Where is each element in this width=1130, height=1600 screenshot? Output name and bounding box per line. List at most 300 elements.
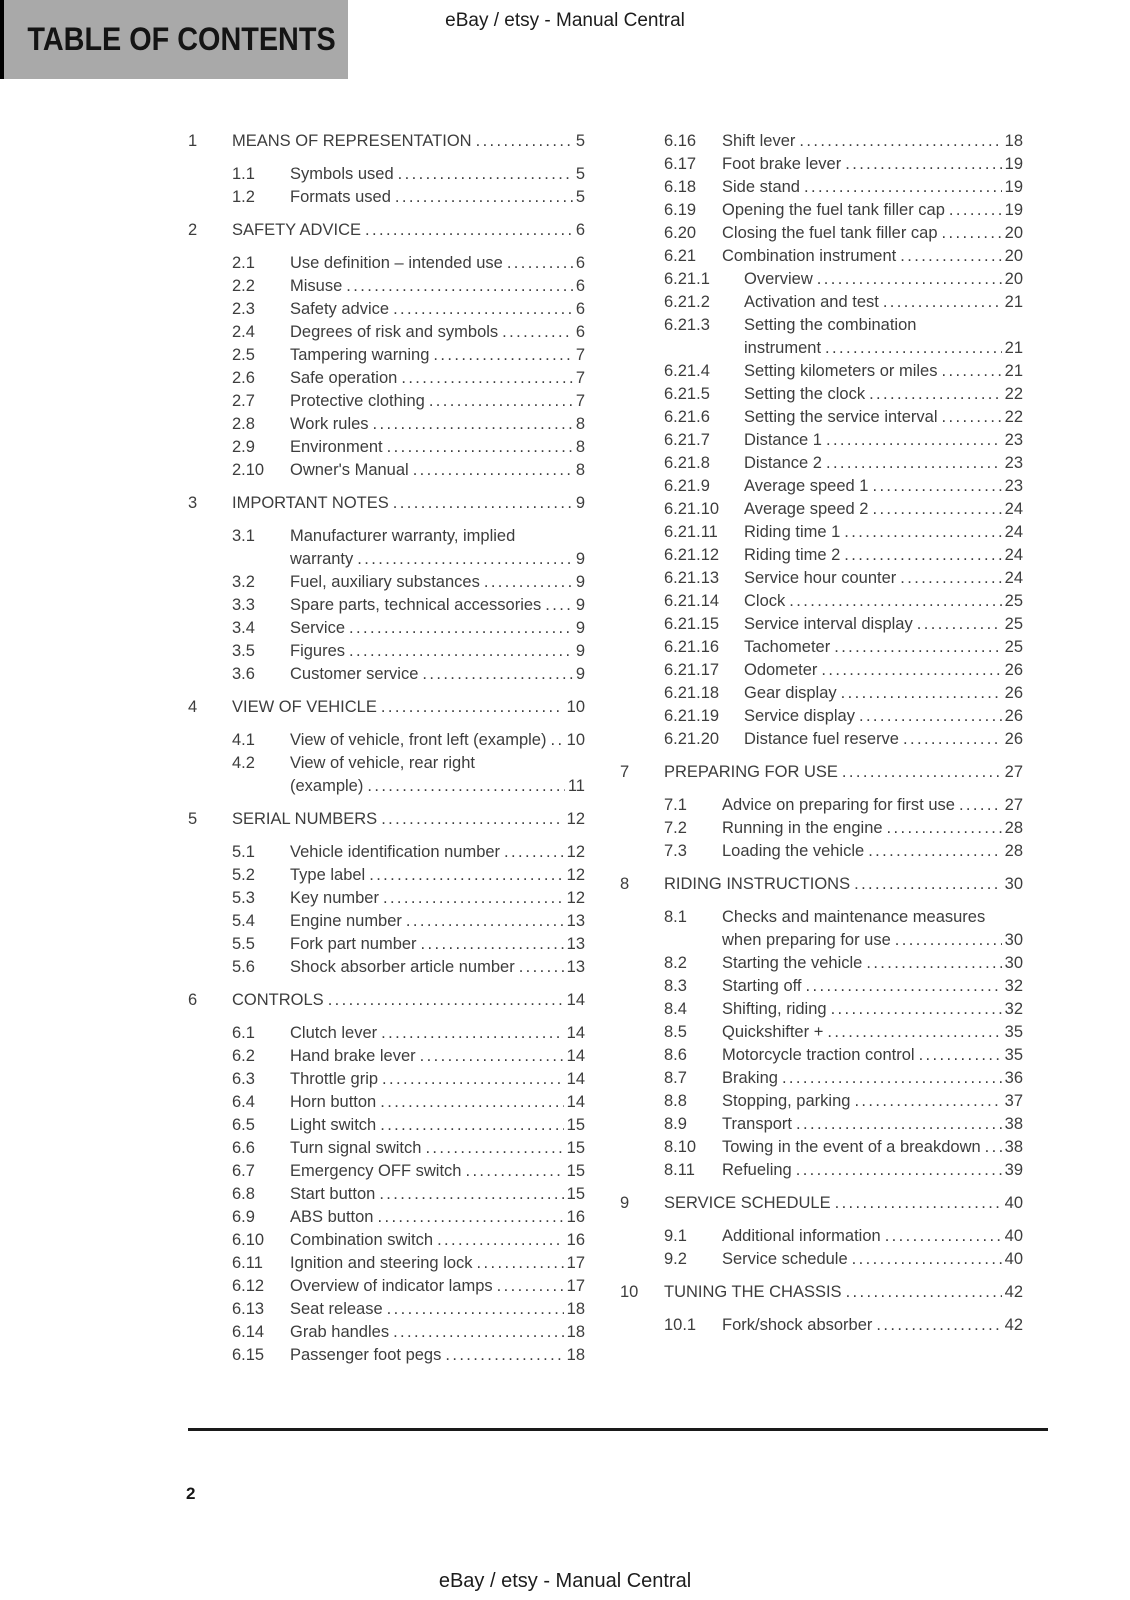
entry-body <box>722 1044 1023 1067</box>
entry-line <box>664 873 1023 896</box>
entry-title: Shift lever <box>722 132 796 150</box>
entry-number: 2.2 <box>232 277 255 295</box>
entry-line <box>744 452 1023 475</box>
entry-page: 21 <box>1004 362 1023 380</box>
toc-entry <box>620 130 1023 153</box>
toc-entry <box>620 952 1023 975</box>
entry-body <box>290 594 585 617</box>
entry-number: 2 <box>188 221 198 239</box>
entry-page: 6 <box>575 221 585 239</box>
entry-number: 5.4 <box>232 912 255 930</box>
entry-title: ABS button <box>290 1208 374 1226</box>
entry-number: 10.1 <box>664 1316 697 1334</box>
entry-number: 6.21.9 <box>664 477 710 495</box>
entry-body <box>744 406 1023 429</box>
toc-entry <box>188 1206 585 1229</box>
entry-body <box>664 761 1023 784</box>
entry-page: 22 <box>1004 408 1023 426</box>
entry-line <box>290 1183 585 1206</box>
entry-number: 6.3 <box>232 1070 255 1088</box>
entry-page: 38 <box>1004 1138 1023 1156</box>
entry-body <box>290 1160 585 1183</box>
entry-body <box>744 314 1023 360</box>
entry-title: Service hour counter <box>744 569 897 587</box>
dot-leader <box>796 1159 1002 1182</box>
dot-leader <box>854 873 1002 896</box>
entry-line <box>290 933 585 956</box>
entry-body <box>232 219 585 242</box>
entry-title: Customer service <box>290 665 419 683</box>
entry-number: 6.21.6 <box>664 408 710 426</box>
entry-body <box>664 1281 1023 1304</box>
toc-entry <box>188 525 585 571</box>
entry-title: Distance 2 <box>744 454 822 472</box>
entry-page: 26 <box>1004 684 1023 702</box>
entry-body <box>290 1206 585 1229</box>
entry-page: 15 <box>566 1185 585 1203</box>
entry-title-continued: when preparing for use <box>722 931 891 949</box>
entry-number: 8.2 <box>664 954 687 972</box>
entry-number: 2.7 <box>232 392 255 410</box>
toc-entry <box>188 163 585 186</box>
entry-page: 12 <box>566 889 585 907</box>
entry-line <box>290 887 585 910</box>
entry-title: Formats used <box>290 188 391 206</box>
entry-number: 3.6 <box>232 665 255 683</box>
entry-line <box>744 268 1023 291</box>
toc-entry <box>620 291 1023 314</box>
entry-title: Owner's Manual <box>290 461 409 479</box>
entry-title: Riding time 1 <box>744 523 841 541</box>
entry-title: Starting the vehicle <box>722 954 863 972</box>
entry-number: 6.19 <box>664 201 697 219</box>
toc-entry <box>188 1183 585 1206</box>
dot-leader <box>844 521 1001 544</box>
entry-title: Foot brake lever <box>722 155 842 173</box>
entry-line <box>290 1114 585 1137</box>
entry-page: 5 <box>575 188 585 206</box>
entry-page: 42 <box>1004 1283 1023 1301</box>
entry-number: 6.21 <box>664 247 697 265</box>
toc-entry <box>188 1137 585 1160</box>
entry-number: 7 <box>620 763 630 781</box>
toc-entry <box>188 663 585 686</box>
entry-title: Overview <box>744 270 813 288</box>
entry-number: 3.2 <box>232 573 255 591</box>
entry-page: 6 <box>575 254 585 272</box>
toc-entry <box>620 429 1023 452</box>
entry-number: 1.1 <box>232 165 255 183</box>
entry-body <box>290 1091 585 1114</box>
entry-page: 14 <box>566 991 585 1009</box>
entry-body <box>722 1248 1023 1271</box>
toc-column-left <box>188 130 585 1367</box>
document-title-header: eBay / etsy - Manual Central <box>445 10 685 31</box>
entry-number: 6.17 <box>664 155 697 173</box>
entry-line <box>232 696 585 719</box>
dot-leader <box>919 1044 1002 1067</box>
entry-number: 3 <box>188 494 198 512</box>
entry-number: 2.1 <box>232 254 255 272</box>
entry-number: 8.4 <box>664 1000 687 1018</box>
entry-number: 6.21.7 <box>664 431 710 449</box>
dot-leader <box>917 613 1002 636</box>
toc-entry <box>188 367 585 390</box>
toc-entry <box>188 275 585 298</box>
dot-leader <box>387 436 573 459</box>
dot-leader <box>854 1090 1001 1113</box>
entry-page: 8 <box>575 415 585 433</box>
entry-page: 12 <box>566 810 585 828</box>
toc-entry <box>620 659 1023 682</box>
entry-number: 8.11 <box>664 1161 695 1179</box>
entry-body <box>722 130 1023 153</box>
entry-body <box>744 452 1023 475</box>
entry-line <box>744 360 1023 383</box>
entry-page: 18 <box>1004 132 1023 150</box>
toc-entry <box>188 1045 585 1068</box>
dot-leader <box>365 219 573 242</box>
entry-body <box>290 1252 585 1275</box>
entry-page: 26 <box>1004 661 1023 679</box>
entry-number: 6.7 <box>232 1162 255 1180</box>
dot-leader <box>868 840 1001 863</box>
footer-page-number: 2 <box>186 1484 196 1503</box>
entry-number: 7.3 <box>664 842 687 860</box>
entry-title: Use definition – intended use <box>290 254 503 272</box>
entry-line <box>290 1045 585 1068</box>
toc-entry <box>620 314 1023 360</box>
entry-body <box>290 186 585 209</box>
dot-leader <box>465 1160 563 1183</box>
dot-leader <box>859 705 1002 728</box>
entry-title: TUNING THE CHASSIS <box>664 1283 842 1301</box>
entry-title: Service schedule <box>722 1250 848 1268</box>
dot-leader <box>949 199 1002 222</box>
entry-number: 5.5 <box>232 935 255 953</box>
entry-number: 6.15 <box>232 1346 265 1364</box>
entry-title: Towing in the event of a breakdown <box>722 1138 981 1156</box>
entry-page: 28 <box>1004 819 1023 837</box>
toc-entry <box>188 729 585 752</box>
entry-line <box>290 525 585 548</box>
entry-number: 6.4 <box>232 1093 255 1111</box>
entry-title: Closing the fuel tank filler cap <box>722 224 938 242</box>
dot-leader <box>550 729 563 752</box>
entry-number: 8.10 <box>664 1138 697 1156</box>
entry-line <box>744 291 1023 314</box>
entry-number: 6.2 <box>232 1047 255 1065</box>
entry-page: 14 <box>566 1047 585 1065</box>
entry-number: 6.14 <box>232 1323 265 1341</box>
entry-page: 40 <box>1004 1227 1023 1245</box>
dot-leader <box>497 1275 564 1298</box>
dot-leader <box>504 841 564 864</box>
entry-title: Setting the clock <box>744 385 866 403</box>
entry-body <box>722 1113 1023 1136</box>
toc-entry <box>188 321 585 344</box>
entry-title-continued: (example) <box>290 777 364 795</box>
entry-body <box>290 525 585 571</box>
entry-page: 19 <box>1004 201 1023 219</box>
entry-title: Key number <box>290 889 379 907</box>
dot-leader <box>477 1252 564 1275</box>
entry-line <box>722 1067 1023 1090</box>
entry-title: Service <box>290 619 346 637</box>
entry-title: Clutch lever <box>290 1024 378 1042</box>
entry-number: 4.1 <box>232 731 255 749</box>
toc-entry <box>620 794 1023 817</box>
dot-leader <box>367 775 565 798</box>
toc-entry <box>188 436 585 459</box>
toc-entry <box>620 1248 1023 1271</box>
toc-chapter-entry <box>188 219 585 242</box>
entry-line <box>744 613 1023 636</box>
entry-body <box>722 794 1023 817</box>
entry-title: Gear display <box>744 684 837 702</box>
entry-page: 5 <box>575 165 585 183</box>
toc-entry <box>188 864 585 887</box>
dot-leader <box>796 1113 1002 1136</box>
entry-page: 12 <box>566 843 585 861</box>
entry-page: 14 <box>566 1093 585 1111</box>
entry-title: Start button <box>290 1185 376 1203</box>
entry-title: Tachometer <box>744 638 831 656</box>
entry-title: CONTROLS <box>232 991 324 1009</box>
entry-line <box>744 429 1023 452</box>
entry-body <box>290 617 585 640</box>
entry-title: Engine number <box>290 912 402 930</box>
entry-line <box>290 1252 585 1275</box>
entry-title: Clock <box>744 592 786 610</box>
entry-line <box>744 475 1023 498</box>
entry-title: Additional information <box>722 1227 881 1245</box>
entry-number: 6.21.19 <box>664 707 720 725</box>
entry-page: 18 <box>566 1323 585 1341</box>
entry-number: 6.1 <box>232 1024 255 1042</box>
entry-page: 20 <box>1004 247 1023 265</box>
entry-number: 7.1 <box>664 796 687 814</box>
entry-body <box>290 956 585 979</box>
entry-number: 6 <box>188 991 198 1009</box>
dot-leader <box>377 1206 563 1229</box>
toc-entry <box>620 682 1023 705</box>
entry-page: 35 <box>1004 1046 1023 1064</box>
entry-title: Average speed 2 <box>744 500 869 518</box>
entry-title: Degrees of risk and symbols <box>290 323 499 341</box>
entry-page: 18 <box>566 1346 585 1364</box>
entry-number: 6.21.14 <box>664 592 720 610</box>
entry-title: Throttle grip <box>290 1070 379 1088</box>
dot-leader <box>395 186 573 209</box>
entry-page: 20 <box>1004 270 1023 288</box>
entry-title: Running in the engine <box>722 819 883 837</box>
entry-page: 9 <box>575 665 585 683</box>
entry-body <box>232 808 585 831</box>
dot-leader <box>817 268 1002 291</box>
toc-entry <box>620 613 1023 636</box>
entry-page: 19 <box>1004 178 1023 196</box>
entry-line <box>722 817 1023 840</box>
dot-leader <box>379 1183 563 1206</box>
entry-number: 6.8 <box>232 1185 255 1203</box>
toc-chapter-entry <box>620 873 1023 896</box>
entry-number: 6.21.11 <box>664 523 718 541</box>
entry-number: 6.21.13 <box>664 569 720 587</box>
dot-leader <box>799 130 1001 153</box>
dot-leader <box>357 548 573 571</box>
toc-entry <box>620 1136 1023 1159</box>
dot-leader <box>519 956 564 979</box>
toc-entry <box>620 176 1023 199</box>
toc-entry <box>188 752 585 798</box>
entry-line <box>722 952 1023 975</box>
entry-title: Advice on preparing for first use <box>722 796 955 814</box>
dot-leader <box>825 337 1002 360</box>
entry-body <box>290 1068 585 1091</box>
toc-entry <box>620 636 1023 659</box>
entry-title: Ignition and steering lock <box>290 1254 473 1272</box>
toc-chapter-entry <box>188 492 585 515</box>
entry-body <box>290 1344 585 1367</box>
toc-entry <box>620 268 1023 291</box>
entry-number: 2.6 <box>232 369 255 387</box>
entry-line <box>722 1248 1023 1271</box>
entry-page: 37 <box>1004 1092 1023 1110</box>
entry-title: Service interval display <box>744 615 913 633</box>
entry-page: 15 <box>566 1116 585 1134</box>
toc-entry <box>620 360 1023 383</box>
entry-body <box>722 998 1023 1021</box>
entry-page: 25 <box>1004 615 1023 633</box>
entry-line <box>290 1137 585 1160</box>
entry-body <box>664 873 1023 896</box>
entry-title: Figures <box>290 642 346 660</box>
entry-title: Riding time 2 <box>744 546 841 564</box>
toc-entry <box>620 1044 1023 1067</box>
entry-line <box>744 314 1023 337</box>
entry-title: Manufacturer warranty, implied <box>290 527 516 545</box>
entry-title: Environment <box>290 438 383 456</box>
entry-body <box>290 436 585 459</box>
entry-line <box>290 910 585 933</box>
entry-title: Fuel, auxiliary substances <box>290 573 480 591</box>
entry-body <box>744 636 1023 659</box>
entry-title: Stopping, parking <box>722 1092 851 1110</box>
page-title: TABLE OF CONTENTS <box>27 21 336 57</box>
entry-number: 8 <box>620 875 630 893</box>
toc-entry <box>620 1225 1023 1248</box>
entry-body <box>290 321 585 344</box>
entry-line <box>232 808 585 831</box>
entry-page: 26 <box>1004 730 1023 748</box>
toc-entry <box>188 1114 585 1137</box>
entry-number: 3.3 <box>232 596 255 614</box>
entry-body <box>290 344 585 367</box>
entry-number: 6.21.8 <box>664 454 710 472</box>
entry-number: 3.1 <box>232 527 255 545</box>
toc-entry <box>188 1321 585 1344</box>
dot-leader <box>349 617 573 640</box>
entry-number: 8.5 <box>664 1023 687 1041</box>
entry-line <box>290 459 585 482</box>
dot-leader <box>827 1021 1001 1044</box>
entry-line <box>290 413 585 436</box>
entry-number: 5.2 <box>232 866 255 884</box>
entry-number: 4.2 <box>232 754 255 772</box>
entry-body <box>290 252 585 275</box>
toc-entry <box>620 705 1023 728</box>
entry-page: 30 <box>1004 954 1023 972</box>
entry-page: 5 <box>575 132 585 150</box>
entry-title: IMPORTANT NOTES <box>232 494 389 512</box>
entry-number: 6.21.1 <box>664 270 710 288</box>
entry-title: Motorcycle traction control <box>722 1046 915 1064</box>
toc-entry <box>620 383 1023 406</box>
entry-title: Overview of indicator lamps <box>290 1277 493 1295</box>
entry-body <box>290 1321 585 1344</box>
entry-line <box>290 436 585 459</box>
toc-entry <box>188 594 585 617</box>
entry-title: Emergency OFF switch <box>290 1162 462 1180</box>
entry-title: Quickshifter + <box>722 1023 824 1041</box>
dot-leader <box>425 1137 563 1160</box>
entry-title: Vehicle identification number <box>290 843 501 861</box>
entry-number: 8.6 <box>664 1046 687 1064</box>
entry-title: Average speed 1 <box>744 477 869 495</box>
dot-leader <box>942 406 1002 429</box>
entry-line <box>722 199 1023 222</box>
entry-line <box>722 906 1023 929</box>
dot-leader <box>835 1192 1002 1215</box>
entry-number: 6.18 <box>664 178 697 196</box>
toc-entry <box>620 998 1023 1021</box>
entry-title: Seat release <box>290 1300 383 1318</box>
entry-page: 15 <box>566 1162 585 1180</box>
entry-body <box>722 199 1023 222</box>
entry-body <box>722 1314 1023 1337</box>
entry-page: 24 <box>1004 569 1023 587</box>
dot-leader <box>387 1298 564 1321</box>
entry-line <box>290 1321 585 1344</box>
entry-body <box>290 571 585 594</box>
entry-title: Shifting, riding <box>722 1000 827 1018</box>
entry-number: 6.21.16 <box>664 638 720 656</box>
entry-title-continued: instrument <box>744 339 822 357</box>
entry-page: 20 <box>1004 224 1023 242</box>
entry-body <box>722 153 1023 176</box>
toc-entry <box>188 1252 585 1275</box>
entry-body <box>744 590 1023 613</box>
entry-number: 8.9 <box>664 1115 687 1133</box>
entry-title: Safety advice <box>290 300 390 318</box>
entry-page: 17 <box>566 1277 585 1295</box>
dot-leader <box>941 360 1001 383</box>
entry-page: 21 <box>1004 339 1023 357</box>
dot-leader <box>789 590 1001 613</box>
entry-page: 42 <box>1004 1316 1023 1334</box>
entry-body <box>744 475 1023 498</box>
entry-title: Fork/shock absorber <box>722 1316 873 1334</box>
toc-entry <box>188 1275 585 1298</box>
entry-title: Checks and maintenance measures <box>722 908 986 926</box>
dot-leader <box>895 929 1002 952</box>
entry-title: Hand brake lever <box>290 1047 416 1065</box>
entry-number: 6.21.20 <box>664 730 720 748</box>
entry-page: 17 <box>566 1254 585 1272</box>
entry-page: 7 <box>575 392 585 410</box>
entry-line <box>664 1192 1023 1215</box>
